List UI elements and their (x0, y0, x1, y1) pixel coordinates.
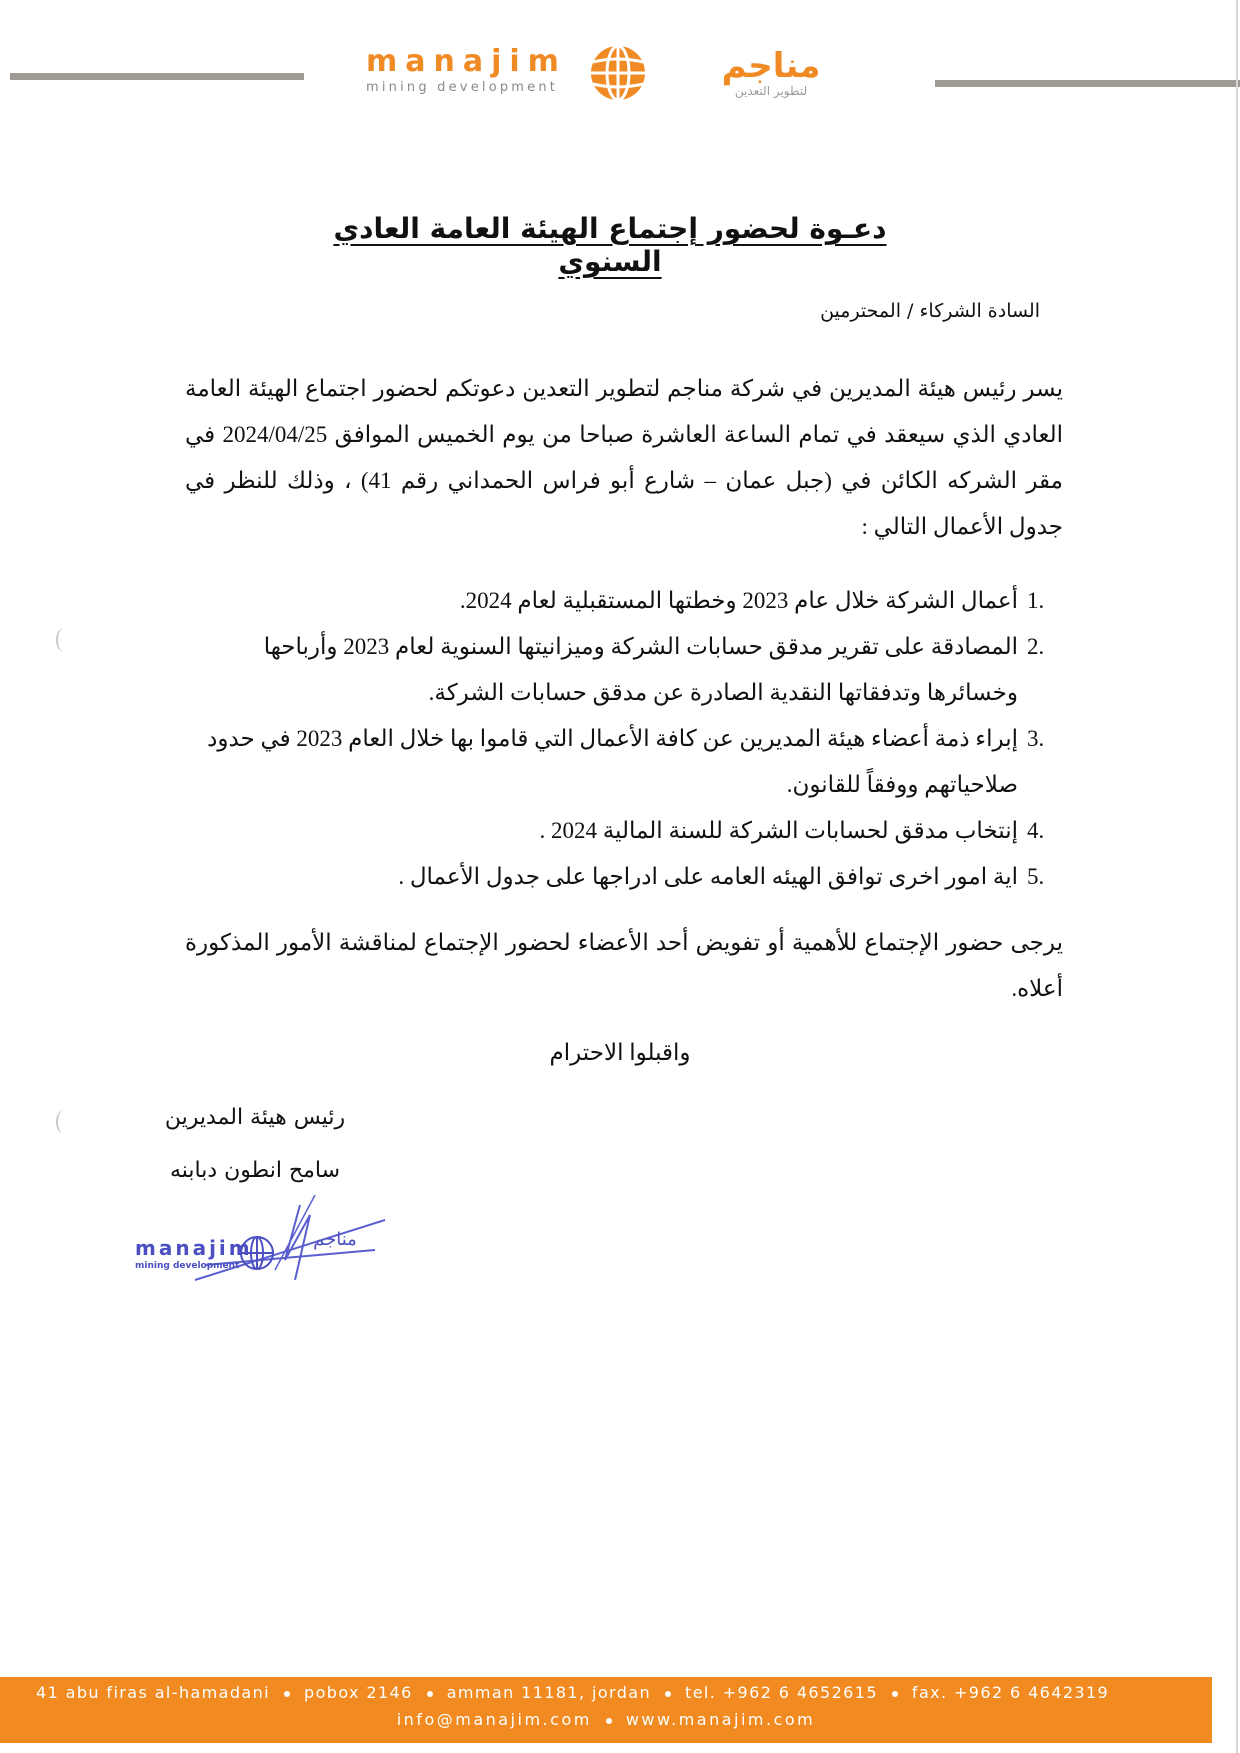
salutation: السادة الشركاء / المحترمين (820, 300, 1040, 322)
footer-bar (0, 1677, 1212, 1743)
logo-arabic-tagline: لتطوير التعدين (734, 84, 808, 98)
agenda-item (185, 578, 1063, 624)
agenda-item-number: 3. (1027, 726, 1045, 751)
footer-tel: tel. +962 6 4652615 (685, 1683, 878, 1702)
agenda-item (185, 854, 1063, 900)
agenda-item (185, 808, 1063, 854)
stamp-english-name: manajim (135, 1236, 253, 1260)
footer-email-link[interactable]: info@manajim.com (396, 1710, 592, 1729)
logo-arabic-name: مناجم (721, 46, 821, 86)
bullet-icon (606, 1718, 612, 1724)
agenda-list (185, 578, 1063, 900)
intro-paragraph: يسر رئيس هيئة المديرين في شركة مناجم لتطوير التعدين دعوتكم لحضور اجتماع الهيئة العامة العادي الذي سيعقد في تمام الساعة العاشرة صباحا من يوم الخميس الموافق 2024/04/25 في مقر الشركه الكائن في (جبل عمان – شارع أبو فراس الحمداني رقم 41) ، وذلك للنظر في جدول الأعمال التالي : (185, 376, 1064, 539)
globe-logo-icon (589, 44, 647, 102)
footer-fax: fax. +962 6 4642319 (911, 1683, 1110, 1702)
logo-english-name: manajim (366, 44, 567, 79)
footer-city: amman 11181, jordan (446, 1683, 652, 1702)
stamp-english-tagline: mining development (135, 1261, 240, 1271)
agenda-item-text: أعمال الشركة خلال عام 2023 وخطتها المستقبلية لعام 2024. (459, 588, 1018, 613)
agenda-item-number: 1. (1027, 588, 1045, 613)
regards-text: واقبلوا الاحترام (549, 1040, 691, 1065)
logo-arabic (686, 48, 856, 98)
footer-pobox: pobox 2146 (304, 1683, 413, 1702)
letter-title: دعـوة لحضور إجتماع الهيئة العامة العادي السنوي (333, 212, 887, 278)
agenda-item-number: 4. (1027, 818, 1045, 843)
agenda-item (185, 624, 1063, 716)
agenda-item-text: إبراء ذمة أعضاء هيئة المديرين عن كافة الأعمال التي قاموا بها خلال العام 2023 في حدود صلاحياتهم ووفقاً للقانون. (207, 726, 1018, 797)
bullet-icon (284, 1691, 290, 1697)
stamp-globe-icon (241, 1237, 273, 1269)
footer-website-link[interactable]: www.manajim.com (625, 1710, 816, 1729)
signature-stamp (135, 1195, 435, 1295)
agenda-item-text: إنتخاب مدقق لحسابات الشركة للسنة المالية 2024 . (539, 818, 1018, 843)
signatory-title: رئيس هيئة المديرين (164, 1105, 346, 1130)
logo-english (366, 46, 566, 96)
punch-hole-mark (56, 1110, 72, 1134)
page-edge (1236, 0, 1238, 1753)
header-rule-left (10, 73, 304, 80)
bullet-icon (892, 1691, 898, 1697)
bullet-icon (665, 1691, 671, 1697)
agenda-item-number: 2. (1027, 634, 1045, 659)
punch-hole-mark (56, 628, 72, 652)
footer-web-line (0, 1710, 1212, 1729)
footer-address: 41 abu firas al-hamadani (36, 1683, 271, 1702)
header-rule-right (935, 80, 1240, 87)
signatory-name: سامح انطون دبابنه (169, 1158, 341, 1183)
agenda-item-text: المصادقة على تقرير مدقق حسابات الشركة وميزانيتها السنوية لعام 2023 وأرباحها وخسائرها وتدفقاتها النقدية الصادرة عن مدقق حسابات الشركة. (263, 634, 1018, 705)
logo-english-tagline: mining development (366, 80, 559, 95)
stamp-arabic-name: مناجم (313, 1229, 357, 1250)
closing-paragraph: يرجى حضور الإجتماع للأهمية أو تفويض أحد الأعضاء لحضور الإجتماع لمناقشة الأمور المذكورة أعلاه. (185, 930, 1063, 1001)
agenda-item-text: اية امور اخرى توافق الهيئه العامه على ادراجها على جدول الأعمال . (398, 864, 1018, 889)
footer-contact-line (36, 1683, 1206, 1702)
agenda-item (185, 716, 1063, 808)
agenda-item-number: 5. (1027, 864, 1045, 889)
bullet-icon (427, 1691, 433, 1697)
